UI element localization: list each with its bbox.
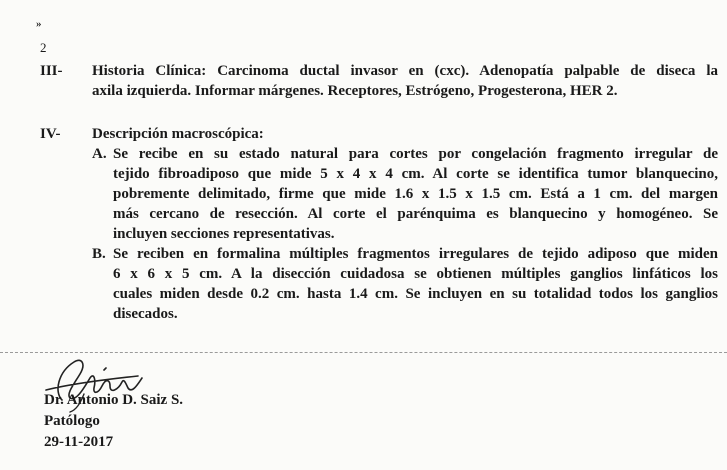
description-item-b [92,244,718,324]
item-line: tejido fibroadiposo que mide 5 x 4 x 4 cm. Al corte se identifica tumor blanquecino, [113,166,718,182]
item-text [113,244,718,324]
item-line: 6 x 6 x 5 cm. A la disección cuidadosa se obtienen múltiples ganglios linfáticos los [113,266,718,282]
signature-block [44,390,183,453]
section-number: IV- [40,126,61,142]
clinical-history-line: Historia Clínica: Carcinoma ductal invasor en (cxc). Adenopatía palpable de diseca la [92,63,718,79]
signature-date: 29-11-2017 [44,434,114,450]
section-title: Descripción macroscópica: [92,126,264,142]
clinical-history-line: axila izquierda. Informar márgenes. Receptores, Estrógeno, Progesterona, HER 2. [92,83,618,99]
item-line: pobremente delimitado, firme que mide 1.6 x 1.5 x 1.5 cm. Está a 1 cm. del margen [113,186,718,202]
item-line: Se recibe en su estado natural para cortes por congelación fragmento irregular de [113,146,718,162]
page-number: 2 [40,40,47,55]
section-body [92,124,718,324]
signer-name: Dr. Antonio D. Saiz S. [44,392,184,408]
corner-mark: » [36,18,42,30]
item-letter: B. [92,246,106,262]
item-line: más cercano de resección. Al corte el parénquima es blanquecino y homogéneo. Se [113,206,718,222]
signer-role: Patólogo [44,413,100,429]
item-line: disecados. [113,306,178,322]
item-letter: A. [92,146,107,162]
section-number: III- [40,63,63,79]
item-line: Se reciben en formalina múltiples fragmentos irregulares de tejido adiposo que miden [113,246,718,262]
description-item-a [92,144,718,244]
item-line: incluyen secciones representativas. [113,226,335,242]
item-line: cuales miden desde 0.2 cm. hasta 1.4 cm. Se incluyen en su totalidad todos los ganglios [113,286,718,302]
item-text [113,144,718,244]
section-body [92,61,718,101]
